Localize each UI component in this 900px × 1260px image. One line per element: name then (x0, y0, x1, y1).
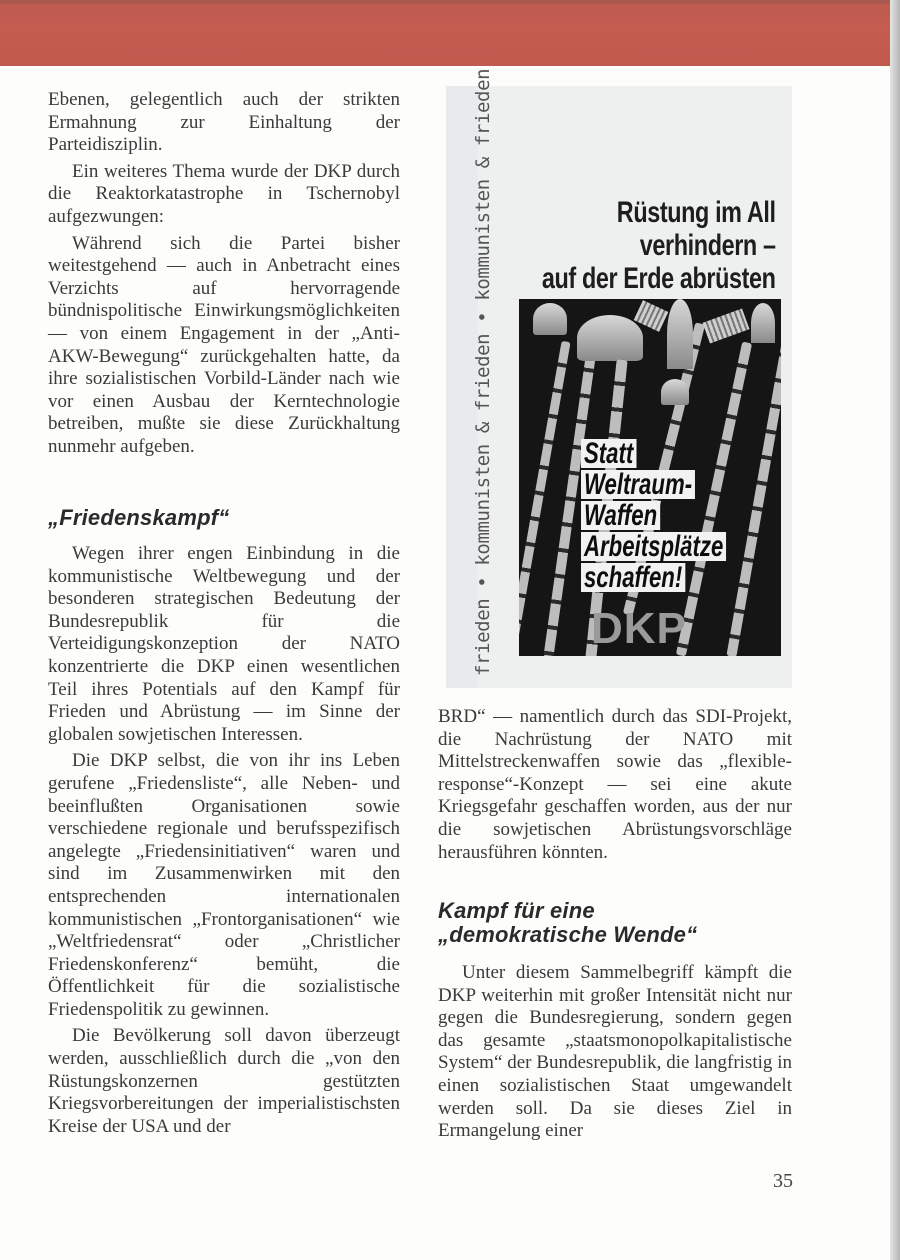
slogan-line: Weltraum- (581, 470, 695, 499)
paragraph: BRD“ — namentlich durch das SDI-Projekt, die Nachrüstung der NATO mit Mittelstreckenwaffen sowie das „flexible-response“-Konzept — sei eine akute Kriegsgefahr geschaffen worden, aus der nur die sowjetischen Abrüstungsvorschläge herausführen könnten. (438, 706, 792, 863)
paragraph: Wegen ihrer engen Einbindung in die kommunistische Weltbewegung und der besonderen strategischen Bedeutung der Bundesrepublik für die Verteidigungskonzeption der NATO konzentrierte die DKP einen wesentlichen Teil ihres Potentials auf den Kampf für Frieden und Abrüstung — im Sinne der globalen sowjetischen Interessen. (48, 543, 400, 745)
slogan-line: Arbeitsplätze (581, 532, 726, 561)
poster-figure (446, 68, 792, 688)
poster-title-line: Rüstung im All (617, 196, 776, 229)
paragraph: Während sich die Partei bisher weitestgehend — auch in Anbetracht eines Verzichts auf hervorragende bündnispolitische Einwirkungsmöglichkeiten — von einem Engagement in der „Anti-AKW-Bewegung“ zurückgehalten hatte, da ihre sozialistischen Vorbild-Länder nach wie vor einen Ausbau der Kerntechnologie betreiben, mußte sie diese Zurückhaltung nunmehr aufgeben. (48, 232, 400, 457)
poster-title (542, 196, 776, 295)
rocket-illustration (533, 303, 567, 335)
right-column-top (438, 706, 792, 864)
poster-slogan (581, 439, 777, 594)
rocket-illustration (661, 379, 689, 405)
slogan-line: Statt (581, 439, 636, 468)
left-column-top (48, 89, 400, 459)
header-color-band (0, 0, 890, 66)
heading-line: „demokratische Wende“ (438, 922, 698, 947)
page-number: 35 (773, 1170, 793, 1192)
paragraph: Ebenen, gelegentlich auch der strikten Ermahnung zur Einhaltung der Parteidisziplin. (48, 89, 400, 156)
poster-title-line: auf der Erde abrüsten (542, 262, 776, 295)
rocket-illustration (667, 299, 693, 369)
slogan-line: schaffen! (581, 563, 685, 592)
left-column-bottom (48, 543, 400, 1138)
paragraph: Die Bevölkerung soll davon überzeugt werden, ausschließlich durch die „von den Rüstungskonzernen gestützten Kriegsvorbereitungen der imperialistischsten Kreise der USA und der (48, 1025, 400, 1137)
heading-line: Kampf für eine (438, 898, 595, 923)
paragraph: Unter diesem Sammelbegriff kämpft die DKP weiterhin mit großer Intensität nicht nur gegen die Bundesregierung, sondern gegen das gesamte „staatsmonopolkapitalistische System“ der Bundesrepublik, die langfristig in einen sozialistischen Staat umgewandelt werden soll. Da sie dieses Ziel in Ermangelung einer (438, 962, 792, 1142)
right-column-bottom (438, 962, 792, 1143)
paragraph: Die DKP selbst, die von ihr ins Leben gerufene „Friedensliste“, alle Neben- und beeinflußten Organisationen sowie verschiedene regionale und berufsspezifisch angelegte „Friedensinitiativen“ waren und sind im Zusammenwirken mit den entsprechenden internationalen kommunistischen „Frontorganisationen“ wie „Weltfriedensrat“ oder „Christlicher Friedenskonferenz“ bemüht, die Öffentlichkeit für die sozialistische Friedenspolitik zu gewinnen. (48, 750, 400, 1020)
poster-image (519, 299, 781, 656)
poster-title-line: verhindern – (640, 229, 776, 262)
satellite-illustration (703, 308, 750, 343)
section-heading-friedenskampf: „Friedenskampf“ (48, 505, 230, 530)
paragraph: Ein weiteres Thema wurde der DKP durch die Reaktorkatastrophe in Tschernobyl aufgezwungen: (48, 160, 400, 227)
dkp-logo: DKP (591, 604, 687, 653)
slogan-line: Waffen (581, 501, 660, 530)
page-edge (890, 0, 900, 1260)
vertical-caption: frieden • kommunisten & frieden • kommunisten & frieden (472, 68, 494, 676)
section-heading-demokratische-wende (438, 899, 697, 947)
rocket-illustration (577, 315, 643, 361)
rocket-illustration (519, 341, 571, 656)
rocket-illustration (751, 303, 775, 343)
